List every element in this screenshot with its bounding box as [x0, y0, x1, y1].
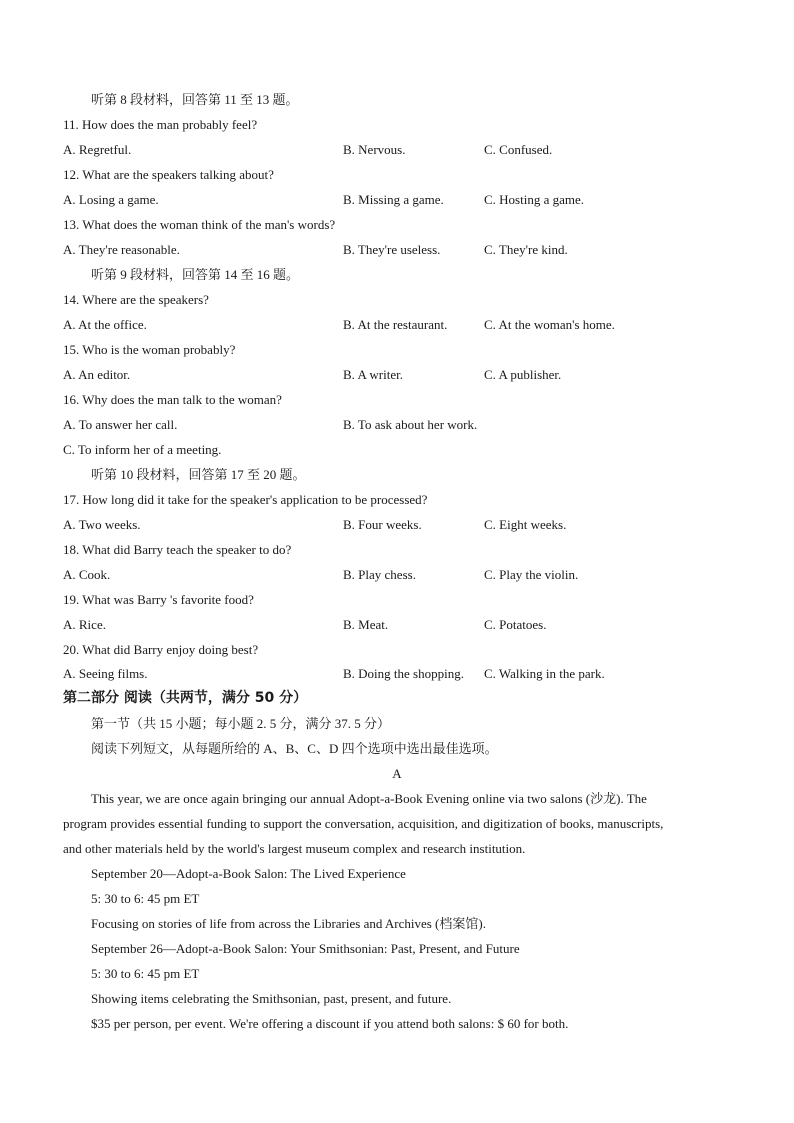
- event-1-title: September 20—Adopt-a-Book Salon: The Lived Experience: [91, 866, 406, 881]
- q20-option-b: B. Doing the shopping.: [343, 666, 464, 681]
- question-19: 19. What was Barry 's favorite food?: [63, 592, 254, 607]
- part2-subsection: 第一节（共 15 小题；每小题 2. 5 分，满分 37. 5 分）: [91, 716, 391, 731]
- q11-option-b: B. Nervous.: [343, 142, 406, 157]
- passage-paragraph-line-2: program provides essential funding to support the conversation, acquisition, and digitization of books, manuscripts,: [63, 816, 664, 831]
- q13-option-b: B. They're useless.: [343, 242, 441, 257]
- q11-option-a: A. Regretful.: [63, 142, 132, 157]
- q15-option-a: A. An editor.: [63, 367, 131, 382]
- q18-option-b: B. Play chess.: [343, 567, 416, 582]
- event-2-description: Showing items celebrating the Smithsonian, past, present, and future.: [91, 991, 452, 1006]
- q14-option-b: B. At the restaurant.: [343, 317, 448, 332]
- event-1-description: Focusing on stories of life from across the Libraries and Archives (档案馆).: [91, 916, 486, 931]
- q16-option-c: C. To inform her of a meeting.: [63, 442, 222, 457]
- q16-option-a: A. To answer her call.: [63, 417, 178, 432]
- q18-option-c: C. Play the violin.: [484, 567, 579, 582]
- q15-option-b: B. A writer.: [343, 367, 403, 382]
- q15-option-c: C. A publisher.: [484, 367, 562, 382]
- event-2-title: September 26—Adopt-a-Book Salon: Your Smithsonian: Past, Present, and Future: [91, 941, 520, 956]
- section-instruction-9: 听第 9 段材料，回答第 14 至 16 题。: [91, 267, 300, 282]
- price-info: $35 per person, per event. We're offering a discount if you attend both salons: $ 60 for both.: [91, 1016, 569, 1031]
- question-17: 17. How long did it take for the speaker's application to be processed?: [63, 492, 428, 507]
- passage-paragraph-line-1: This year, we are once again bringing our annual Adopt-a-Book Evening online via two salons (沙龙). The: [91, 791, 647, 806]
- q12-option-c: C. Hosting a game.: [484, 192, 585, 207]
- q19-option-a: A. Rice.: [63, 617, 106, 632]
- event-1-time: 5: 30 to 6: 45 pm ET: [91, 891, 200, 906]
- q18-option-a: A. Cook.: [63, 567, 111, 582]
- passage-label: A: [392, 766, 402, 781]
- q12-option-b: B. Missing a game.: [343, 192, 444, 207]
- question-15: 15. Who is the woman probably?: [63, 342, 236, 357]
- section-instruction-10: 听第 10 段材料，回答第 17 至 20 题。: [91, 467, 306, 482]
- q20-option-a: A. Seeing films.: [63, 666, 148, 681]
- question-16: 16. Why does the man talk to the woman?: [63, 392, 282, 407]
- passage-paragraph-line-3: and other materials held by the world's largest museum complex and research institution.: [63, 841, 526, 856]
- section-instruction-8: 听第 8 段材料，回答第 11 至 13 题。: [91, 92, 299, 107]
- q19-option-b: B. Meat.: [343, 617, 389, 632]
- q13-option-a: A. They're reasonable.: [63, 242, 180, 257]
- q13-option-c: C. They're kind.: [484, 242, 568, 257]
- q17-option-a: A. Two weeks.: [63, 517, 141, 532]
- question-12: 12. What are the speakers talking about?: [63, 167, 274, 182]
- question-18: 18. What did Barry teach the speaker to do?: [63, 542, 292, 557]
- event-2-time: 5: 30 to 6: 45 pm ET: [91, 966, 200, 981]
- q19-option-c: C. Potatoes.: [484, 617, 547, 632]
- q16-option-b: B. To ask about her work.: [343, 417, 478, 432]
- q11-option-c: C. Confused.: [484, 142, 553, 157]
- q12-option-a: A. Losing a game.: [63, 192, 159, 207]
- part2-heading: 第二部分 阅读（共两节，满分 50 分）: [63, 690, 308, 706]
- question-11: 11. How does the man probably feel?: [63, 117, 258, 132]
- part2-instruction: 阅读下列短文，从每题所给的 A、B、C、D 四个选项中选出最佳选项。: [91, 741, 498, 756]
- q14-option-a: A. At the office.: [63, 317, 147, 332]
- q20-option-c: C. Walking in the park.: [484, 666, 605, 681]
- q17-option-b: B. Four weeks.: [343, 517, 422, 532]
- question-14: 14. Where are the speakers?: [63, 292, 209, 307]
- q14-option-c: C. At the woman's home.: [484, 317, 615, 332]
- q17-option-c: C. Eight weeks.: [484, 517, 567, 532]
- question-13: 13. What does the woman think of the man's words?: [63, 217, 336, 232]
- question-20: 20. What did Barry enjoy doing best?: [63, 642, 259, 657]
